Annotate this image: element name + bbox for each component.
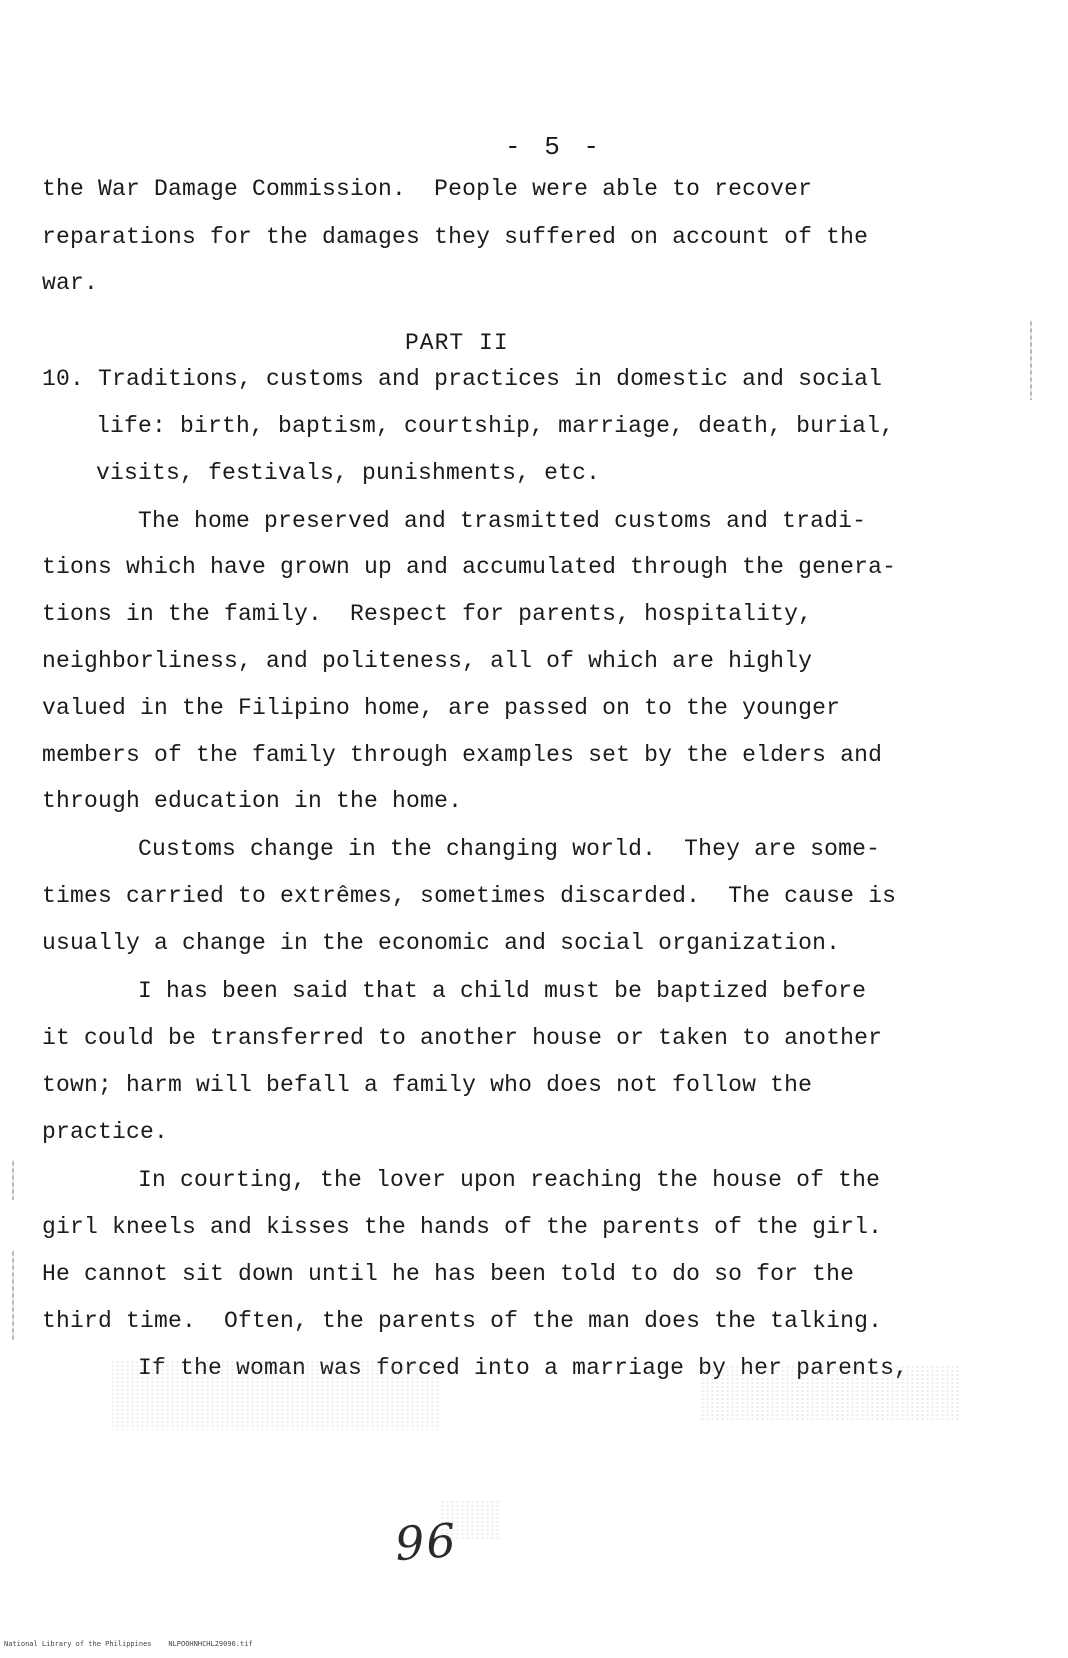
paragraph-line: If the woman was forced into a marriage by her parents, [138, 1355, 909, 1381]
paragraph-line: times carried to extrêmes, sometimes discarded. The cause is [42, 883, 897, 909]
page-number: - 5 - [504, 132, 603, 162]
paragraph-line: The home preserved and trasmitted customs and tradi- [138, 508, 867, 534]
archive-footer-stamp: National Library of the Philippines NLPOOHNHCHL29096.tif [4, 1640, 253, 1648]
paragraph-line: through education in the home. [42, 788, 463, 814]
body-line: the War Damage Commission. People were able to recover [42, 176, 813, 202]
paragraph-line: I has been said that a child must be baptized before [138, 978, 867, 1004]
paragraph-line: neighborliness, and politeness, all of which are highly [42, 648, 813, 674]
paragraph-line: tions in the family. Respect for parents, hospitality, [42, 601, 813, 627]
paragraph-line: valued in the Filipino home, are passed on to the younger [42, 695, 841, 721]
paragraph-line: usually a change in the economic and social organization. [42, 930, 841, 956]
scan-edge-mark [12, 1160, 14, 1200]
paragraph-line: it could be transferred to another house or taken to another [42, 1025, 883, 1051]
scan-edge-mark [12, 1250, 14, 1340]
item-heading-line: visits, festivals, punishments, etc. [96, 460, 601, 486]
part-heading: PART II [405, 330, 509, 356]
scan-smudge [700, 1365, 960, 1420]
body-line: reparations for the damages they suffered on account of the [42, 224, 869, 250]
paragraph-line: Customs change in the changing world. They are some- [138, 836, 881, 862]
paragraph-line: girl kneels and kisses the hands of the parents of the girl. [42, 1214, 883, 1240]
paragraph-line: practice. [42, 1119, 169, 1145]
item-heading-line: life: birth, baptism, courtship, marriage, death, burial, [96, 413, 895, 439]
paragraph-line: town; harm will befall a family who does not follow the [42, 1072, 813, 1098]
item-heading-line: 10. Traditions, customs and practices in domestic and social [42, 366, 883, 392]
scan-smudge [110, 1360, 440, 1430]
scan-edge-mark [1030, 320, 1032, 400]
paragraph-line: third time. Often, the parents of the man does the talking. [42, 1308, 883, 1334]
paragraph-line: members of the family through examples set by the elders and [42, 742, 883, 768]
paragraph-line: In courting, the lover upon reaching the house of the [138, 1167, 881, 1193]
paragraph-line: He cannot sit down until he has been told to do so for the [42, 1261, 855, 1287]
paragraph-line: tions which have grown up and accumulated through the genera- [42, 554, 897, 580]
body-line: war. [42, 270, 99, 296]
handwritten-page-number: 96 [393, 1512, 460, 1572]
